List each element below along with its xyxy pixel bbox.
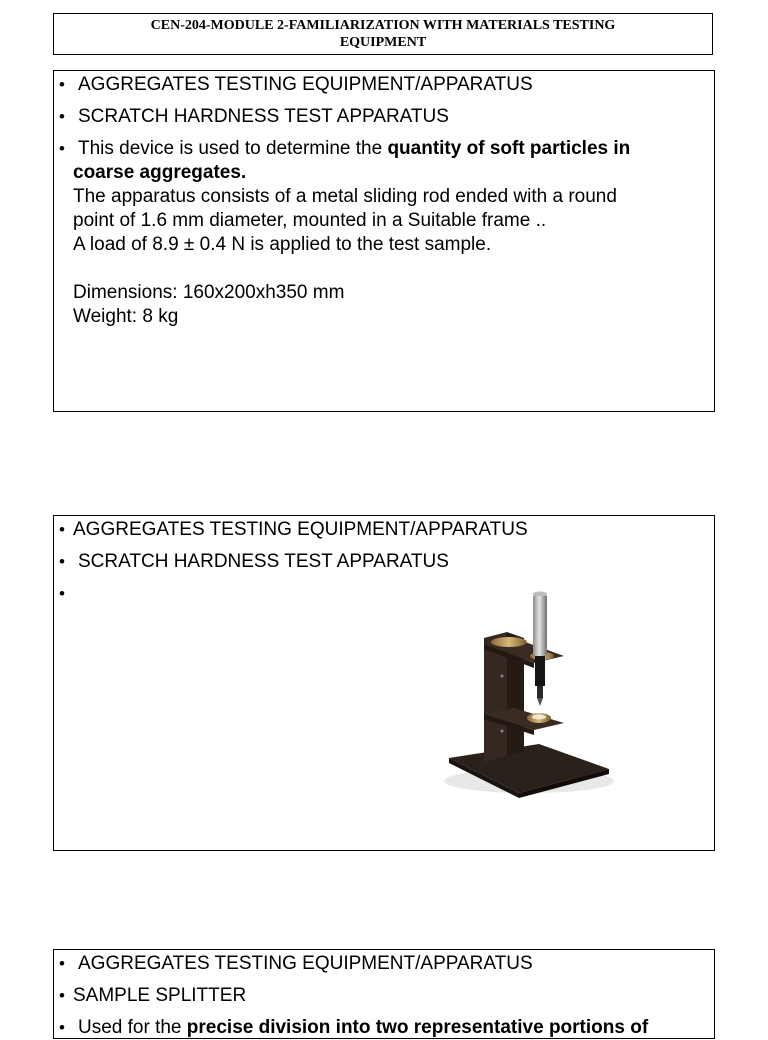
apparatus-description-line1: The apparatus consists of a metal sliding rod ended with a round (73, 186, 617, 207)
slide2-bullet-apparatus (54, 550, 714, 574)
description-text: Used for the (78, 1017, 187, 1038)
load-description: A load of 8.9 ± 0.4 N is applied to the test sample. (73, 234, 492, 255)
bullet-dot: • (59, 139, 65, 158)
dimensions-text: Dimensions: 160x200xh350 mm (73, 282, 345, 303)
slide-scratch-hardness-image (53, 515, 715, 851)
description-bold-text: quantity of soft particles in (387, 138, 631, 159)
slide3-bullet-apparatus (54, 984, 714, 1008)
slide1-bullet-category (54, 73, 714, 97)
bullet-dot: • (59, 520, 65, 539)
bullet-dot: • (59, 107, 65, 126)
bullet-text: AGGREGATES TESTING EQUIPMENT/APPARATUS (78, 953, 533, 974)
document-header (53, 13, 713, 55)
slide2-bullet-category (54, 518, 714, 542)
bullet-text: AGGREGATES TESTING EQUIPMENT/APPARATUS (78, 74, 533, 95)
description-line1 (54, 137, 714, 161)
slide1-bullet-apparatus (54, 105, 714, 129)
apparatus-description-line2: point of 1.6 mm diameter, mounted in a Suitable frame .. (73, 210, 547, 231)
header-title-line2: EQUIPMENT (339, 35, 427, 50)
bullet-dot: • (59, 1018, 65, 1037)
bullet-dot: • (59, 986, 65, 1005)
bullet-text: SAMPLE SPLITTER (73, 985, 247, 1006)
header-title-line1: CEN-204-MODULE 2-FAMILIARIZATION WITH MATERIALS TESTING (150, 18, 616, 33)
description-text: This device is used to determine the (78, 138, 388, 159)
description-bold-text: precise division into two representative portions of (186, 1017, 649, 1038)
bullet-text: SCRATCH HARDNESS TEST APPARATUS (78, 551, 449, 572)
slide-sample-splitter (53, 949, 715, 1039)
bullet-dot: • (59, 75, 65, 94)
slide3-bullet-category (54, 952, 714, 976)
slide3-bullet-description (54, 1016, 714, 1040)
scratch-hardness-apparatus-photo (429, 586, 629, 816)
bullet-text: AGGREGATES TESTING EQUIPMENT/APPARATUS (73, 519, 528, 540)
weight-text: Weight: 8 kg (73, 306, 179, 327)
description-bold-line2: coarse aggregates. (73, 162, 247, 183)
blank-line (54, 257, 714, 281)
description-line1 (54, 1016, 714, 1040)
slide1-bullet-description (54, 137, 714, 329)
bullet-dot: • (59, 552, 65, 571)
bullet-text: SCRATCH HARDNESS TEST APPARATUS (78, 106, 449, 127)
slide-scratch-hardness-description (53, 70, 715, 412)
bullet-dot: • (59, 954, 65, 973)
bullet-dot: • (59, 584, 65, 603)
